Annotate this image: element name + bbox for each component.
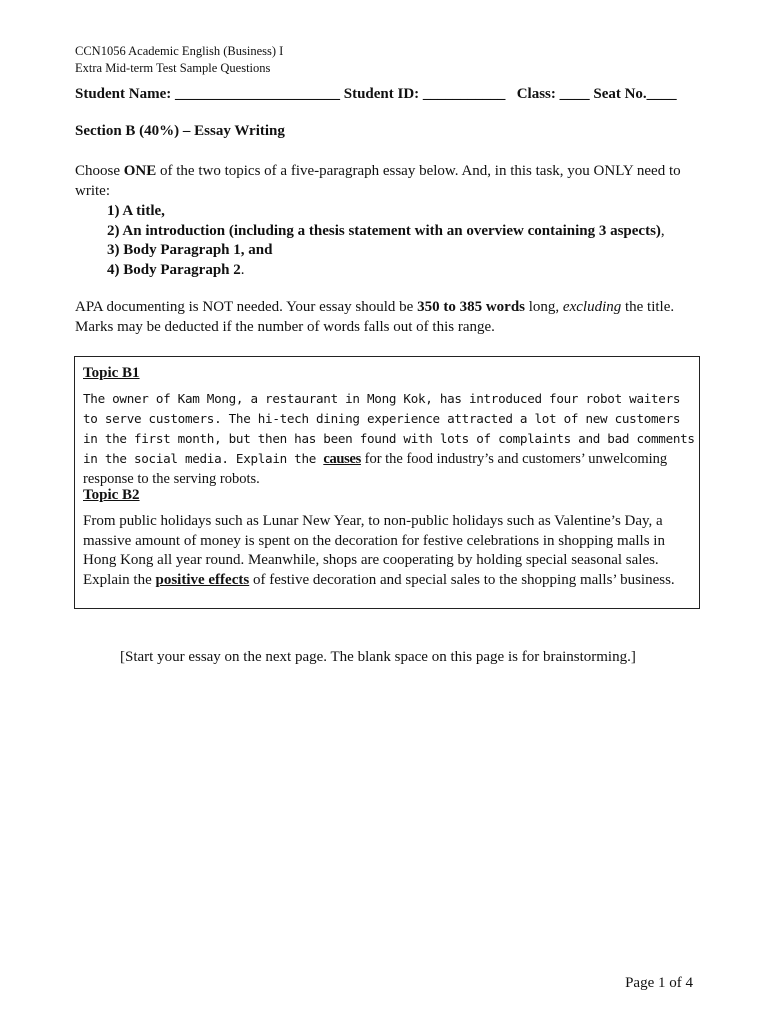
apa-mid: long,	[525, 299, 563, 315]
list-item-suffix: .	[240, 261, 245, 278]
student-info-line	[75, 86, 677, 103]
apa-pre: APA documenting is NOT needed. Your essay should be	[75, 299, 418, 315]
topic-b1-text	[83, 389, 695, 489]
list-item	[107, 222, 665, 242]
course-title: CCN1056 Academic English (Business) I	[75, 44, 284, 58]
choose-pre: Choose	[75, 163, 124, 179]
topic-b2-title: Topic B2	[83, 487, 140, 503]
word-count-bold: 350 to 385 words	[417, 299, 525, 315]
section-title: Section B (40%) – Essay Writing	[75, 123, 285, 139]
page-number: Page 1 of 4	[625, 975, 693, 991]
topic-b1-emphasis: causes	[323, 451, 361, 467]
document-header	[75, 43, 283, 77]
choose-bold: ONE	[123, 163, 157, 179]
apa-paragraph	[75, 298, 715, 337]
list-item	[107, 241, 665, 261]
excluding-italic: excluding	[562, 299, 622, 315]
topics-box	[74, 356, 700, 609]
list-item-text: 4) Body Paragraph 2	[107, 261, 241, 278]
list-item-text: 1) A title,	[107, 203, 165, 219]
topic-b1-pre: The owner of Kam Mong, a restaurant in Mong Kok, has introduced four robot waiters to serve customers. The hi-tech dining experience attracted a lot of new customers in the first month, but then has been found with lots of complaints and bad comments in the social media. Explain the	[83, 391, 695, 466]
topic-b2-text	[83, 512, 695, 591]
choose-post: of the two topics of a five-paragraph essay below. And, in this task, you ONLY need to write:	[75, 163, 681, 199]
seat-field: Seat No.____	[593, 86, 677, 102]
test-title: Extra Mid-term Test Sample Questions	[75, 61, 271, 75]
list-item	[107, 261, 665, 281]
student-id-field: Student ID: ___________	[343, 86, 506, 102]
instructions-paragraph	[75, 162, 700, 201]
list-item-text: 3) Body Paragraph 1, and	[107, 242, 273, 259]
start-note: [Start your essay on the next page. The blank space on this page is for brainstorming.]	[120, 649, 636, 665]
topic-b2-post: of festive decoration and special sales to the shopping malls’ business.	[249, 572, 675, 589]
list-item-text: 2) An introduction (including a thesis statement with an overview containing 3 aspects)	[107, 222, 661, 239]
student-name-field: Student Name: ______________________	[75, 86, 340, 102]
topic-b2-pre: From public holidays such as Lunar New Year, to non-public holidays such as Valentine’s Day, a massive amount of money is spent on the decoration for festive celebrations in shopping malls in Hong Kong all year round. Meanwhile, shops are cooperating by holding special seasonal sales. Explain the	[83, 513, 665, 589]
class-field: Class: ____	[516, 86, 590, 102]
topic-b1-title: Topic B1	[83, 365, 140, 381]
apa-post: the title. Marks may be deducted if the number of words falls out of this range.	[75, 299, 675, 335]
requirements-list	[107, 202, 665, 280]
topic-b2-emphasis: positive effects	[155, 572, 250, 589]
list-item-suffix: ,	[660, 222, 665, 239]
topic-b1-post: for the food industry’s and customers’ unwelcoming response to the serving robots.	[83, 451, 668, 487]
list-item	[107, 202, 665, 222]
